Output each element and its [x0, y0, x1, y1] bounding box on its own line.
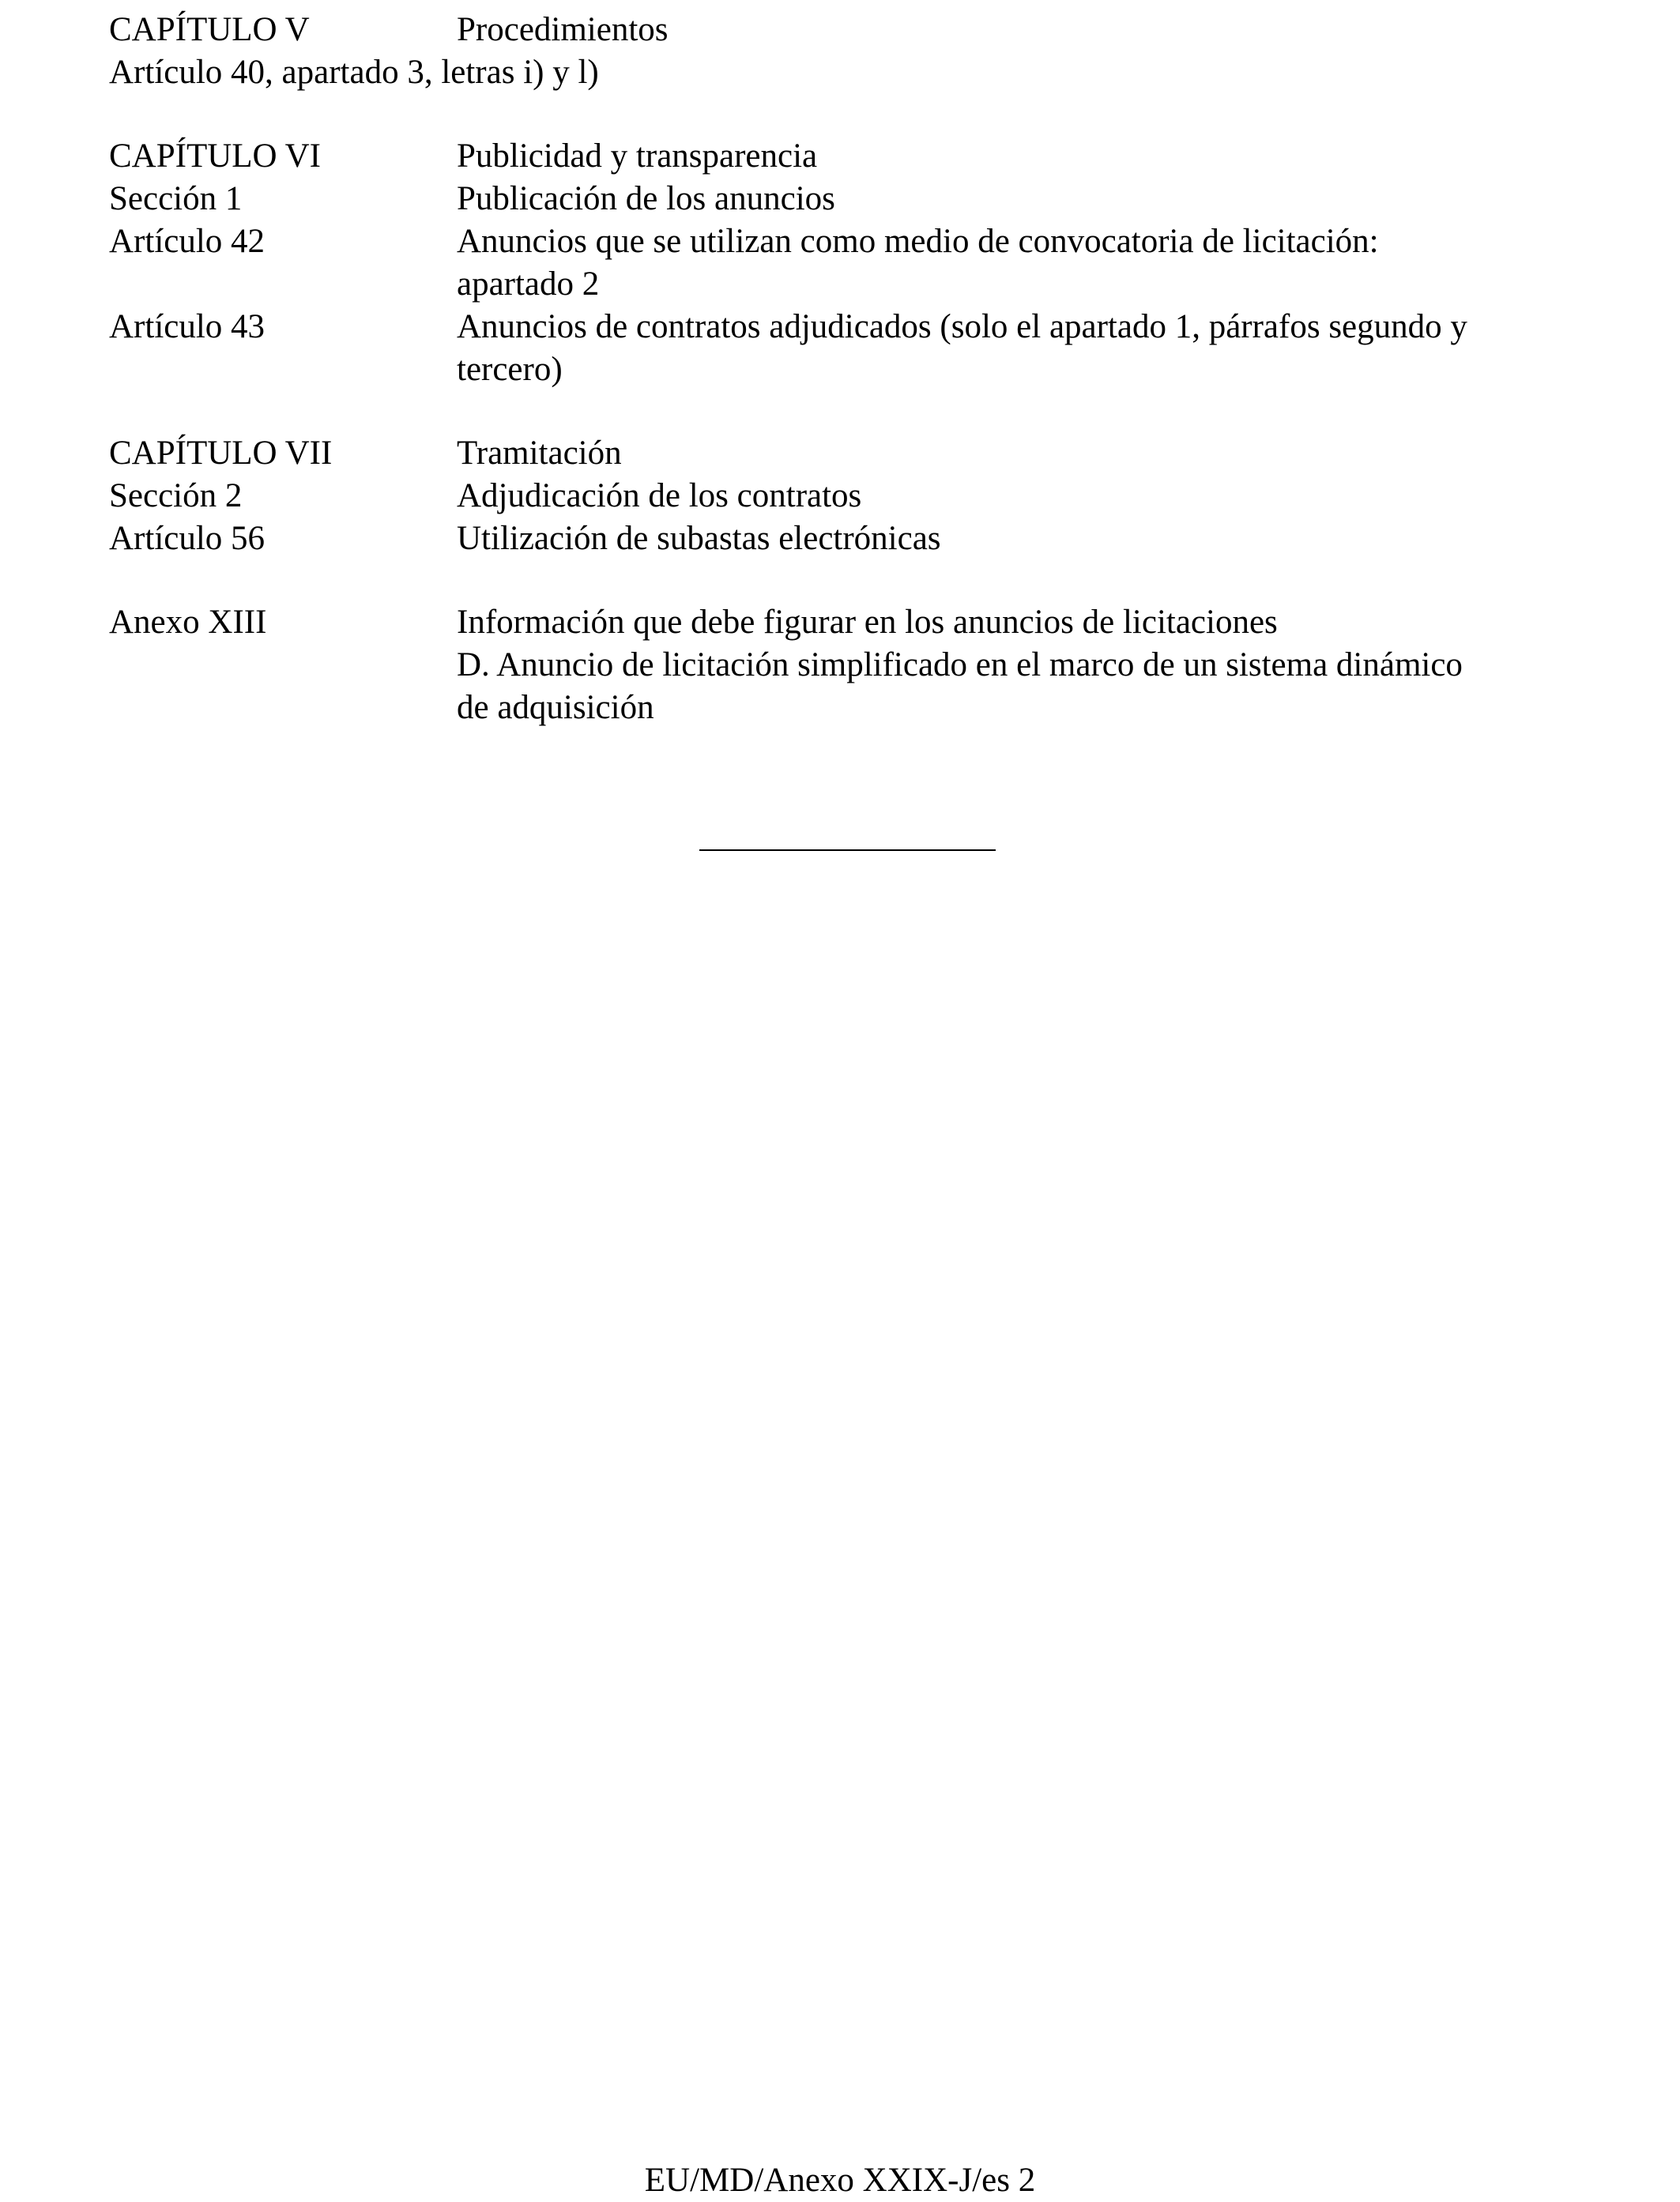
page-footer: EU/MD/Anexo XXIX-J/es 2 [644, 2162, 1036, 2199]
chapter-v-title: Procedimientos [457, 11, 669, 48]
chapter-vii-section-title: Adjudicación de los contratos [457, 477, 862, 514]
article-42-line2: apartado 2 [457, 265, 600, 303]
chapter-vii-heading: CAPÍTULO VII [109, 435, 333, 472]
annex-xiii-line3: de adquisición [457, 689, 654, 726]
chapter-vi-heading: CAPÍTULO VI [109, 137, 321, 175]
article-56-label: Artículo 56 [109, 520, 266, 557]
chapter-v-article-ref: Artículo 40, apartado 3, letras i) y l) [109, 54, 599, 91]
annex-xiii-label: Anexo XIII [109, 604, 267, 641]
article-43-line2: tercero) [457, 351, 563, 388]
article-56-title: Utilización de subastas electrónicas [457, 520, 941, 557]
end-separator-line [699, 849, 996, 851]
chapter-vii-title: Tramitación [457, 435, 622, 472]
chapter-vi-section-label: Sección 1 [109, 180, 243, 217]
article-42-line1: Anuncios que se utilizan como medio de convocatoria de licitación: [457, 223, 1379, 260]
annex-xiii-line1: Información que debe figurar en los anuncios de licitaciones [457, 604, 1278, 641]
chapter-vi-section-title: Publicación de los anuncios [457, 180, 835, 217]
annex-xiii-line2: D. Anuncio de licitación simplificado en el marco de un sistema dinámico [457, 646, 1463, 683]
chapter-v-heading: CAPÍTULO V [109, 11, 310, 48]
article-42-label: Artículo 42 [109, 223, 266, 260]
chapter-vii-section-label: Sección 2 [109, 477, 243, 514]
article-43-line1: Anuncios de contratos adjudicados (solo el apartado 1, párrafos segundo y [457, 308, 1467, 345]
article-43-label: Artículo 43 [109, 308, 266, 345]
chapter-vi-title: Publicidad y transparencia [457, 137, 818, 175]
